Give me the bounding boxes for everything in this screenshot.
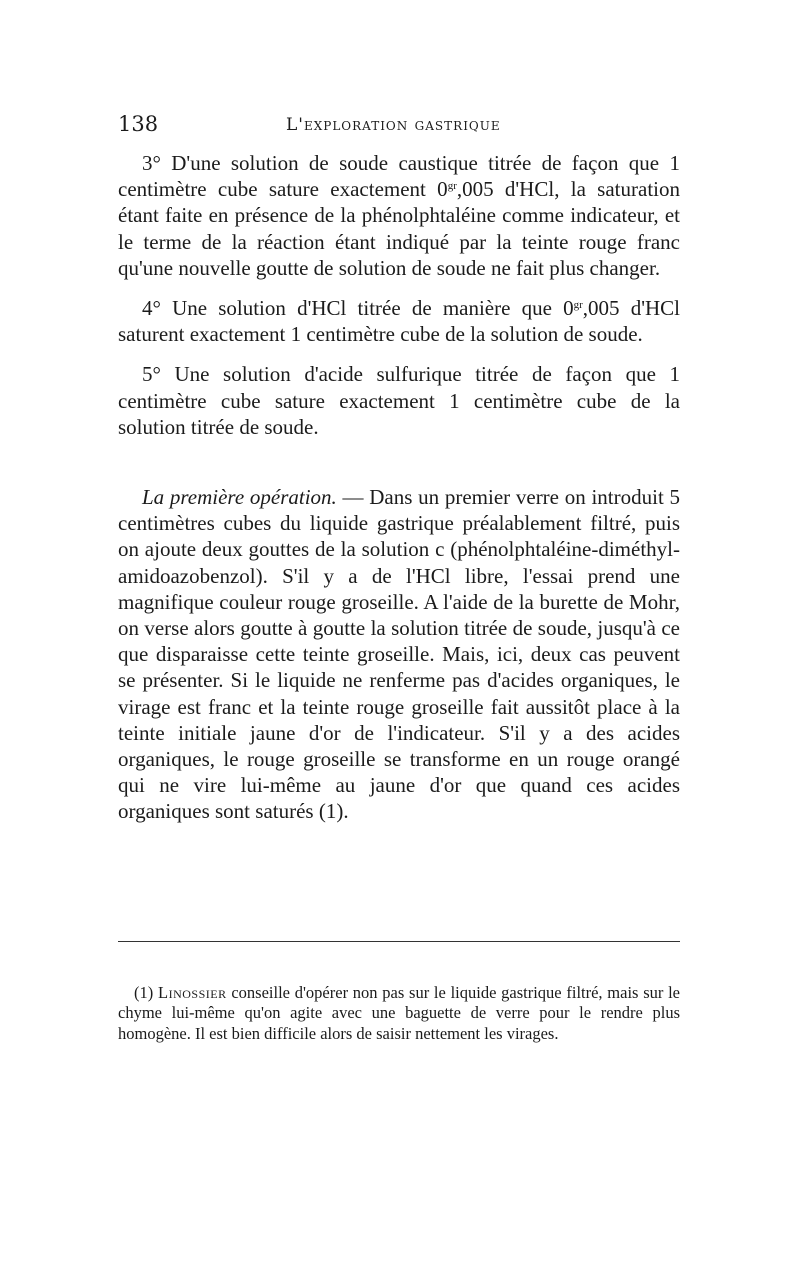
operation-title: La première opération. (142, 485, 337, 510)
paragraph-3-text-b: ,005 d'HCl, la saturation étant faite en présence de la phénolphtaléine comme indicateur, et le terme de la réaction étant indiqué par la teinte rouge franc qu'une nouvelle goutte de solution de soude ne fait plus changer. (118, 177, 680, 280)
footnote-author: Linossier (158, 982, 227, 1002)
paragraph-5: 5° Une solution d'acide sulfurique titrée de façon que 1 centimètre cube sature exactement 1 centimètre cube de la solution titrée de soude. (118, 362, 680, 439)
paragraph-3-sup: gr (447, 180, 457, 193)
paragraph-3 (118, 150, 680, 281)
page-content (118, 108, 681, 1043)
footnote-marker: (1) (134, 982, 154, 1002)
paragraph-4-text-a: 4° Une solution d'HCl titrée de manière que 0 (142, 296, 574, 321)
paragraph-4 (118, 295, 680, 347)
paragraph-3-text-a: 3° D'une solution de soude caustique titrée de façon que 1 centimètre cube sature exactement 0 (118, 151, 680, 202)
footnote-text: conseille d'opérer non pas sur le liquide gastrique filtré, mais sur le chyme lui-même qu'on agite avec une baguette de verre pour le rendre plus homogène. Il est bien difficile alors de saisir nettement les virages. (118, 982, 681, 1043)
paragraph-4-sup: gr (573, 299, 583, 312)
operation-text: — Dans un premier verre on introduit 5 centimètres cubes du liquide gastrique préalablement filtré, puis on ajoute deux gouttes de la solution c (phénolphtaléine-diméthyl-amidoazobenzol). S'il y a de l'HCl libre, l'essai prend une magnifique couleur rouge groseille. A l'aide de la burette de Mohr, on verse alors goutte à goutte la solution titrée de soude, jusqu'à ce que disparaisse cette teinte groseille. Mais, ici, deux cas peuvent se présenter. Si le liquide ne renferme pas d'acides organiques, le virage est franc et la teinte rouge groseille fait aussitôt place à la teinte initiale jaune d'or de l'indicateur. S'il y a des acides organiques, le rouge groseille se transforme en un rouge orangé qui ne vire lui-même au jaune d'or que quand ces acides organiques sont saturés (1). (118, 485, 680, 824)
paragraph-4-text-b: ,005 d'HCl saturent exactement 1 centimètre cube de la solution de soude. (118, 296, 680, 347)
running-head (118, 108, 680, 138)
paragraph-operation (118, 484, 680, 825)
running-title: L'exploration gastrique (286, 115, 501, 135)
body-text (118, 150, 680, 825)
footnote (118, 983, 680, 1045)
page-number: 138 (118, 112, 159, 136)
footnote-divider (118, 941, 680, 942)
